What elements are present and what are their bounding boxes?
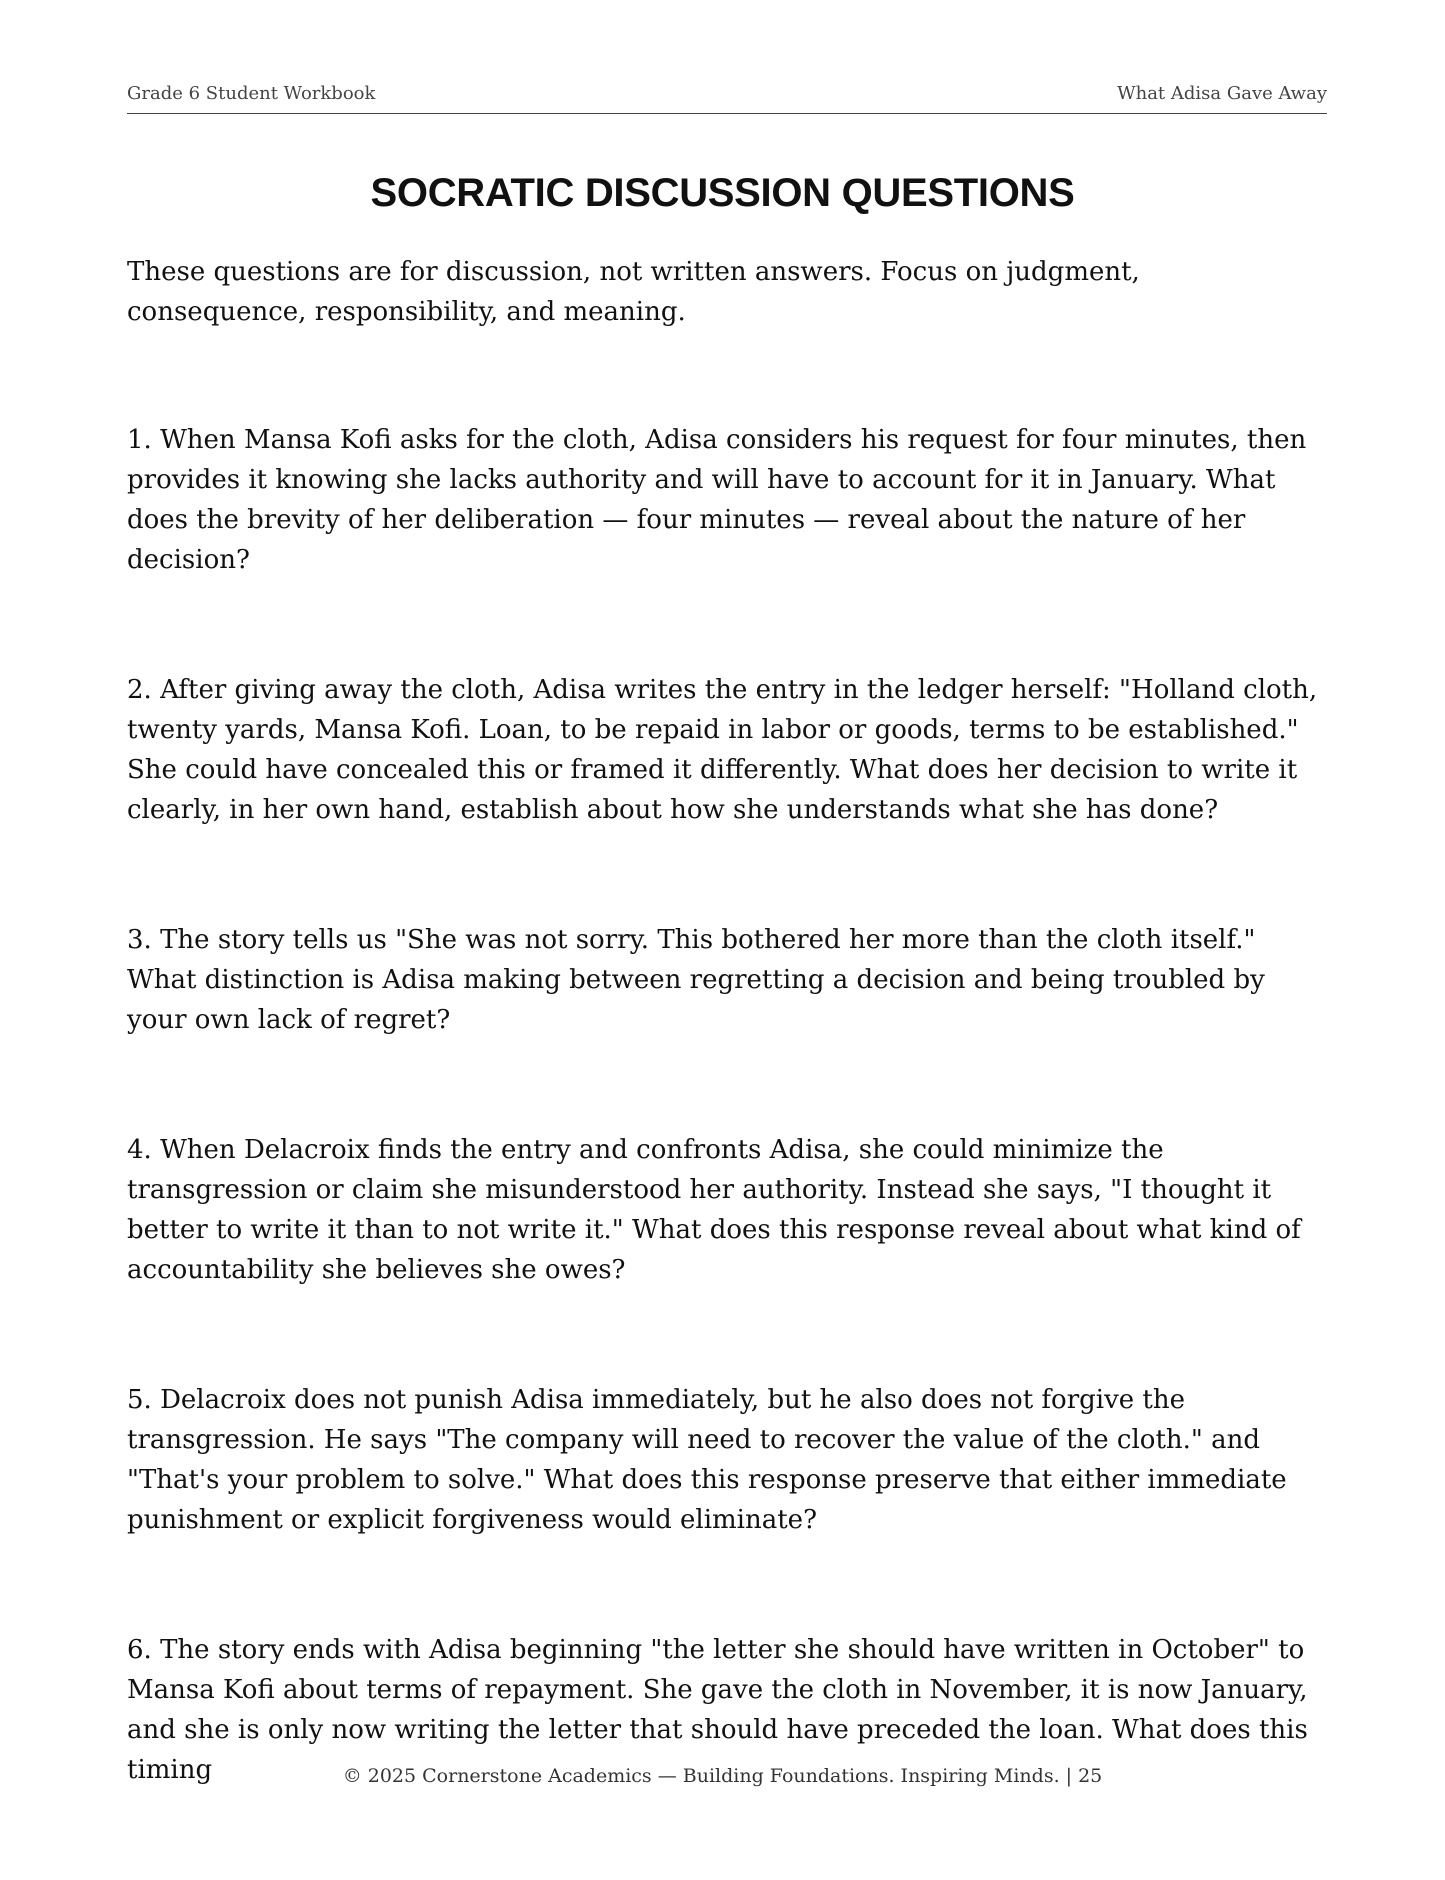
question-text: The story tells us "She was not sorry. This bothered her more than the cloth itself." What distinction is Adisa making between regretting a decision and being troubled by your own lack of regret? [127,925,1265,1035]
question-number: 4. [127,1135,152,1165]
question-3 [127,920,1327,1040]
question-text: After giving away the cloth, Adisa writes the entry in the ledger herself: "Holland cloth, twenty yards, Mansa Kofi. Loan, to be repaid in labor or goods, terms to be established." She could have concealed this or framed it differently. What does her decision to write it clearly, in her own hand, establish about how she understands what she has done? [127,675,1318,825]
header-story-title: What Adisa Gave Away [1117,83,1327,104]
question-2 [127,670,1327,830]
question-number: 5. [127,1385,152,1415]
header-workbook-label: Grade 6 Student Workbook [127,83,376,104]
question-4 [127,1130,1327,1290]
question-1 [127,420,1327,580]
question-text: When Delacroix finds the entry and confronts Adisa, she could minimize the transgression or claim she misunderstood her authority. Instead she says, "I thought it better to write it than to not write it." What does this response reveal about what kind of accountability she believes she owes? [127,1135,1301,1285]
question-text: The story ends with Adisa beginning "the letter she should have written in October" to Mansa Kofi about terms of repayment. She gave the cloth in November, it is now January, and she is only now writing the letter that should have preceded the loan. What does this timing [127,1635,1308,1785]
intro-paragraph: These questions are for discussion, not written answers. Focus on judgment, consequence, responsibility, and meaning. [127,257,1140,327]
question-number: 3. [127,925,152,955]
page-title: SOCRATIC DISCUSSION QUESTIONS [370,171,1075,215]
question-text: Delacroix does not punish Adisa immediately, but he also does not forgive the transgression. He says "The company will need to recover the value of the cloth." and "That's your problem to solve." What does this response preserve that either immediate punishment or explicit forgiveness would eliminate? [127,1385,1287,1535]
question-text: When Mansa Kofi asks for the cloth, Adisa considers his request for four minutes, then provides it knowing she lacks authority and will have to account for it in January. What does the brevity of her deliberation — four minutes — reveal about the nature of her decision? [127,425,1307,575]
question-number: 1. [127,425,152,455]
question-list [127,420,1327,1880]
running-header [127,83,1327,114]
page-footer: © 2025 Cornerstone Academics — Building Foundations. Inspiring Minds. | 25 [342,1765,1103,1787]
question-number: 2. [127,675,152,705]
question-5 [127,1380,1327,1540]
question-number: 6. [127,1635,152,1665]
